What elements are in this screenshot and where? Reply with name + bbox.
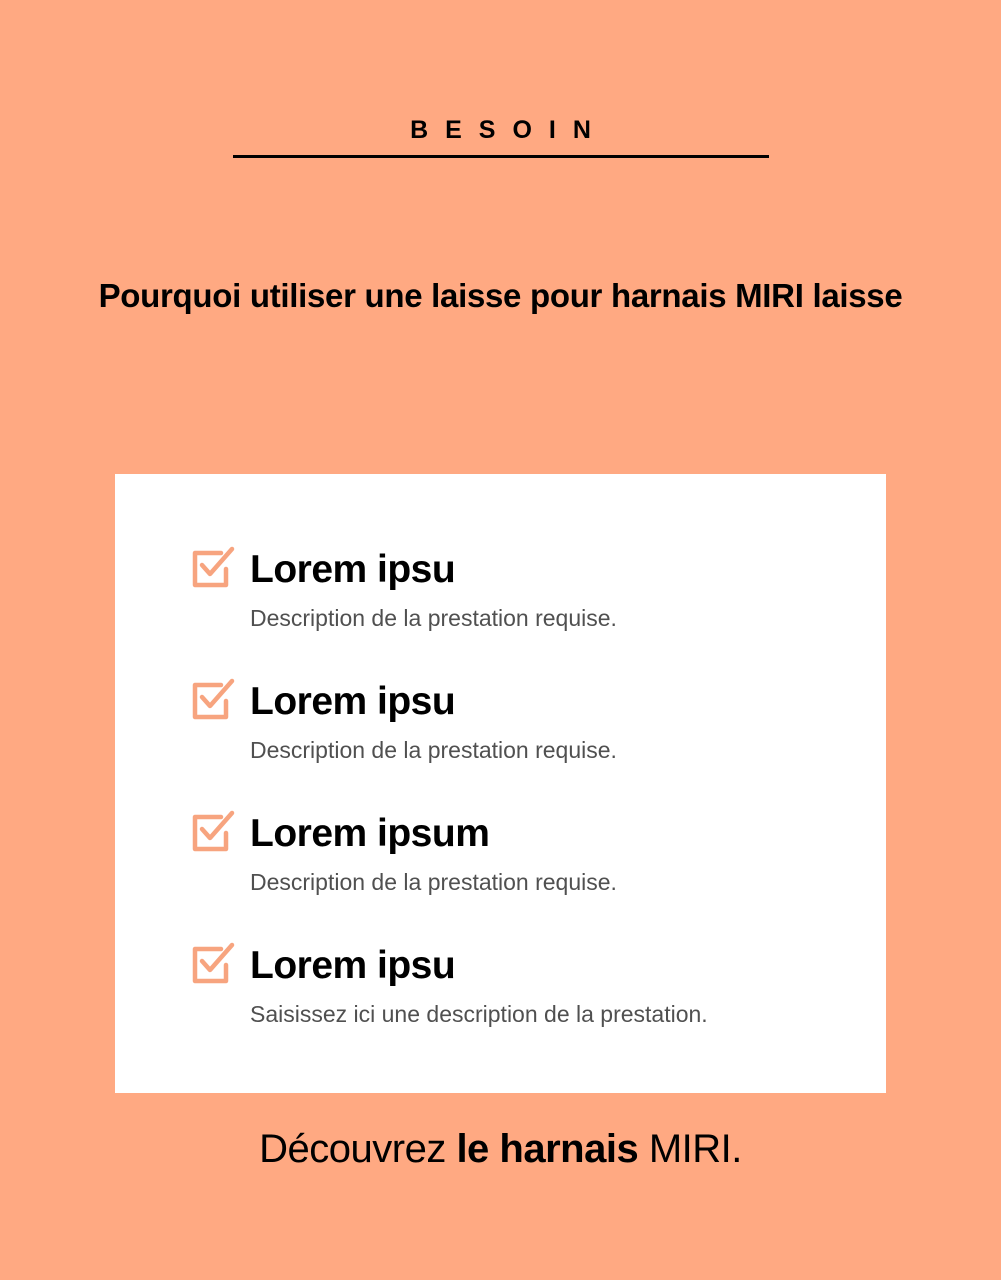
eyebrow-divider (233, 155, 769, 158)
benefit-title: Lorem ipsu (250, 548, 456, 591)
footer-tagline-suffix: MIRI. (638, 1127, 742, 1171)
checkbox-checked-icon (190, 941, 236, 985)
benefit-description: Description de la prestation requise. (250, 737, 617, 763)
benefit-title: Lorem ipsu (250, 944, 456, 987)
benefit-description: Description de la prestation requise. (250, 869, 617, 895)
benefit-description: Description de la prestation requise. (250, 605, 617, 631)
footer-tagline-bold: le harnais (456, 1127, 639, 1171)
eyebrow-label: BESOIN (410, 116, 608, 144)
benefit-title: Lorem ipsum (250, 812, 490, 855)
benefit-description: Saisissez ici une description de la prestation. (250, 1001, 708, 1027)
checkbox-checked-icon (190, 545, 236, 589)
footer-tagline (0, 1124, 1001, 1174)
benefits-card (115, 474, 886, 1093)
footer-tagline-prefix: Découvrez (259, 1127, 457, 1171)
checkbox-checked-icon (190, 809, 236, 853)
page-title: Pourquoi utiliser une laisse pour harnais MIRI laisse (98, 277, 903, 314)
benefit-title: Lorem ipsu (250, 680, 456, 723)
checkbox-checked-icon (190, 677, 236, 721)
